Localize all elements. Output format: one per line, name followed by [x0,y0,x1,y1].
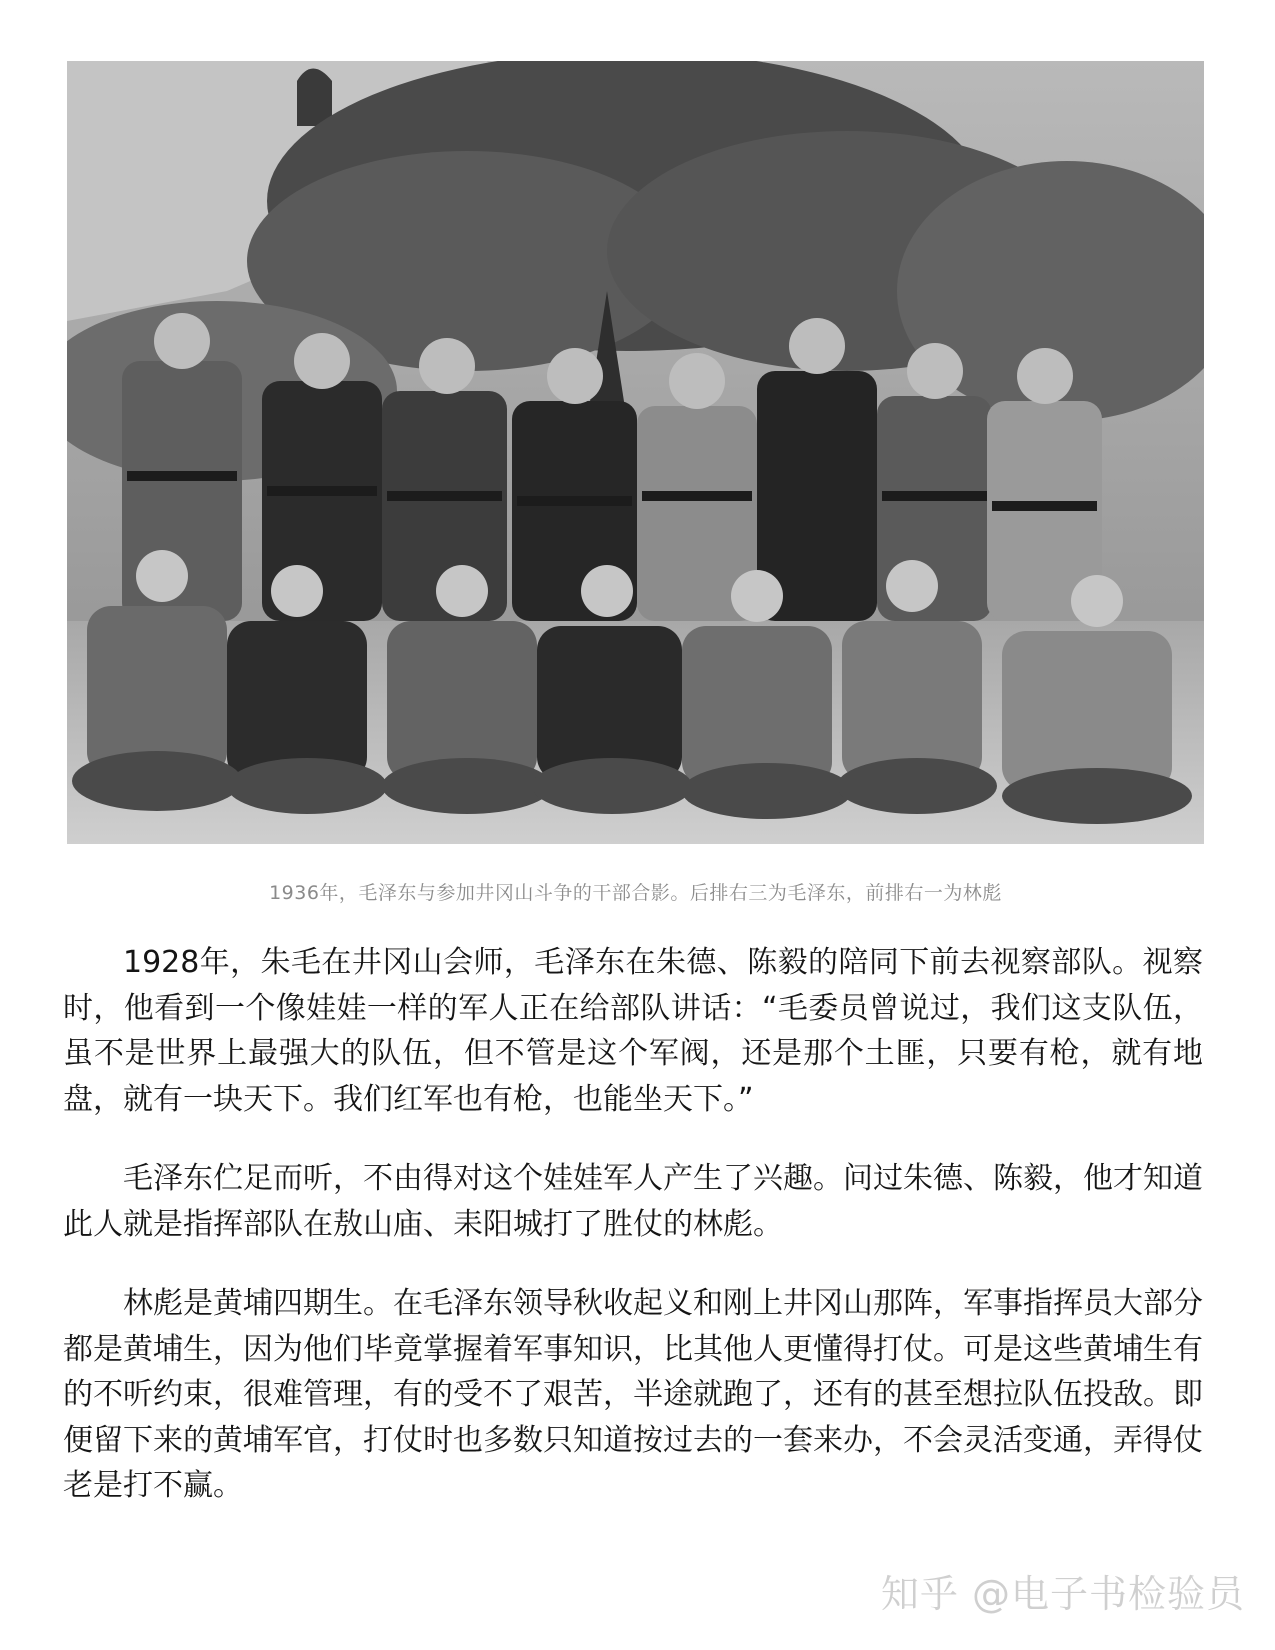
zhihu-watermark: 知乎 @电子书检验员 [880,1572,1245,1616]
paragraph-1: 1928年，朱毛在井冈山会师，毛泽东在朱德、陈毅的陪同下前去视察部队。视察时，他看到一个像娃娃一样的军人正在给部队讲话：“毛委员曾说过，我们这支队伍，虽不是世界上最强大的队伍，但不管是这个军阀，还是那个土匪，只要有枪，就有地盘，就有一块天下。我们红军也有枪，也能坐天下。” [63,945,1203,1117]
paragraph-3: 林彪是黄埔四期生。在毛泽东领导秋收起义和刚上井冈山那阵，军事指挥员大部分都是黄埔生，因为他们毕竟掌握着军事知识，比其他人更懂得打仗。可是这些黄埔生有的不听约束，很难管理，有的受不了艰苦，半途就跑了，还有的甚至想拉队伍投敌。即便留下来的黄埔军官，打仗时也多数只知道按过去的一套来办，不会灵活变通，弄得仗老是打不赢。 [63,1286,1203,1503]
photo-illustration [67,61,1204,844]
paragraph-2: 毛泽东伫足而听，不由得对这个娃娃军人产生了兴趣。问过朱德、陈毅，他才知道此人就是指挥部队在敖山庙、耒阳城打了胜仗的林彪。 [63,1161,1203,1242]
historical-group-photo [67,61,1204,844]
photo-caption: 1936年，毛泽东与参加井冈山斗争的干部合影。后排右三为毛泽东，前排右一为林彪 [269,882,1002,904]
article-body [63,940,1203,1543]
